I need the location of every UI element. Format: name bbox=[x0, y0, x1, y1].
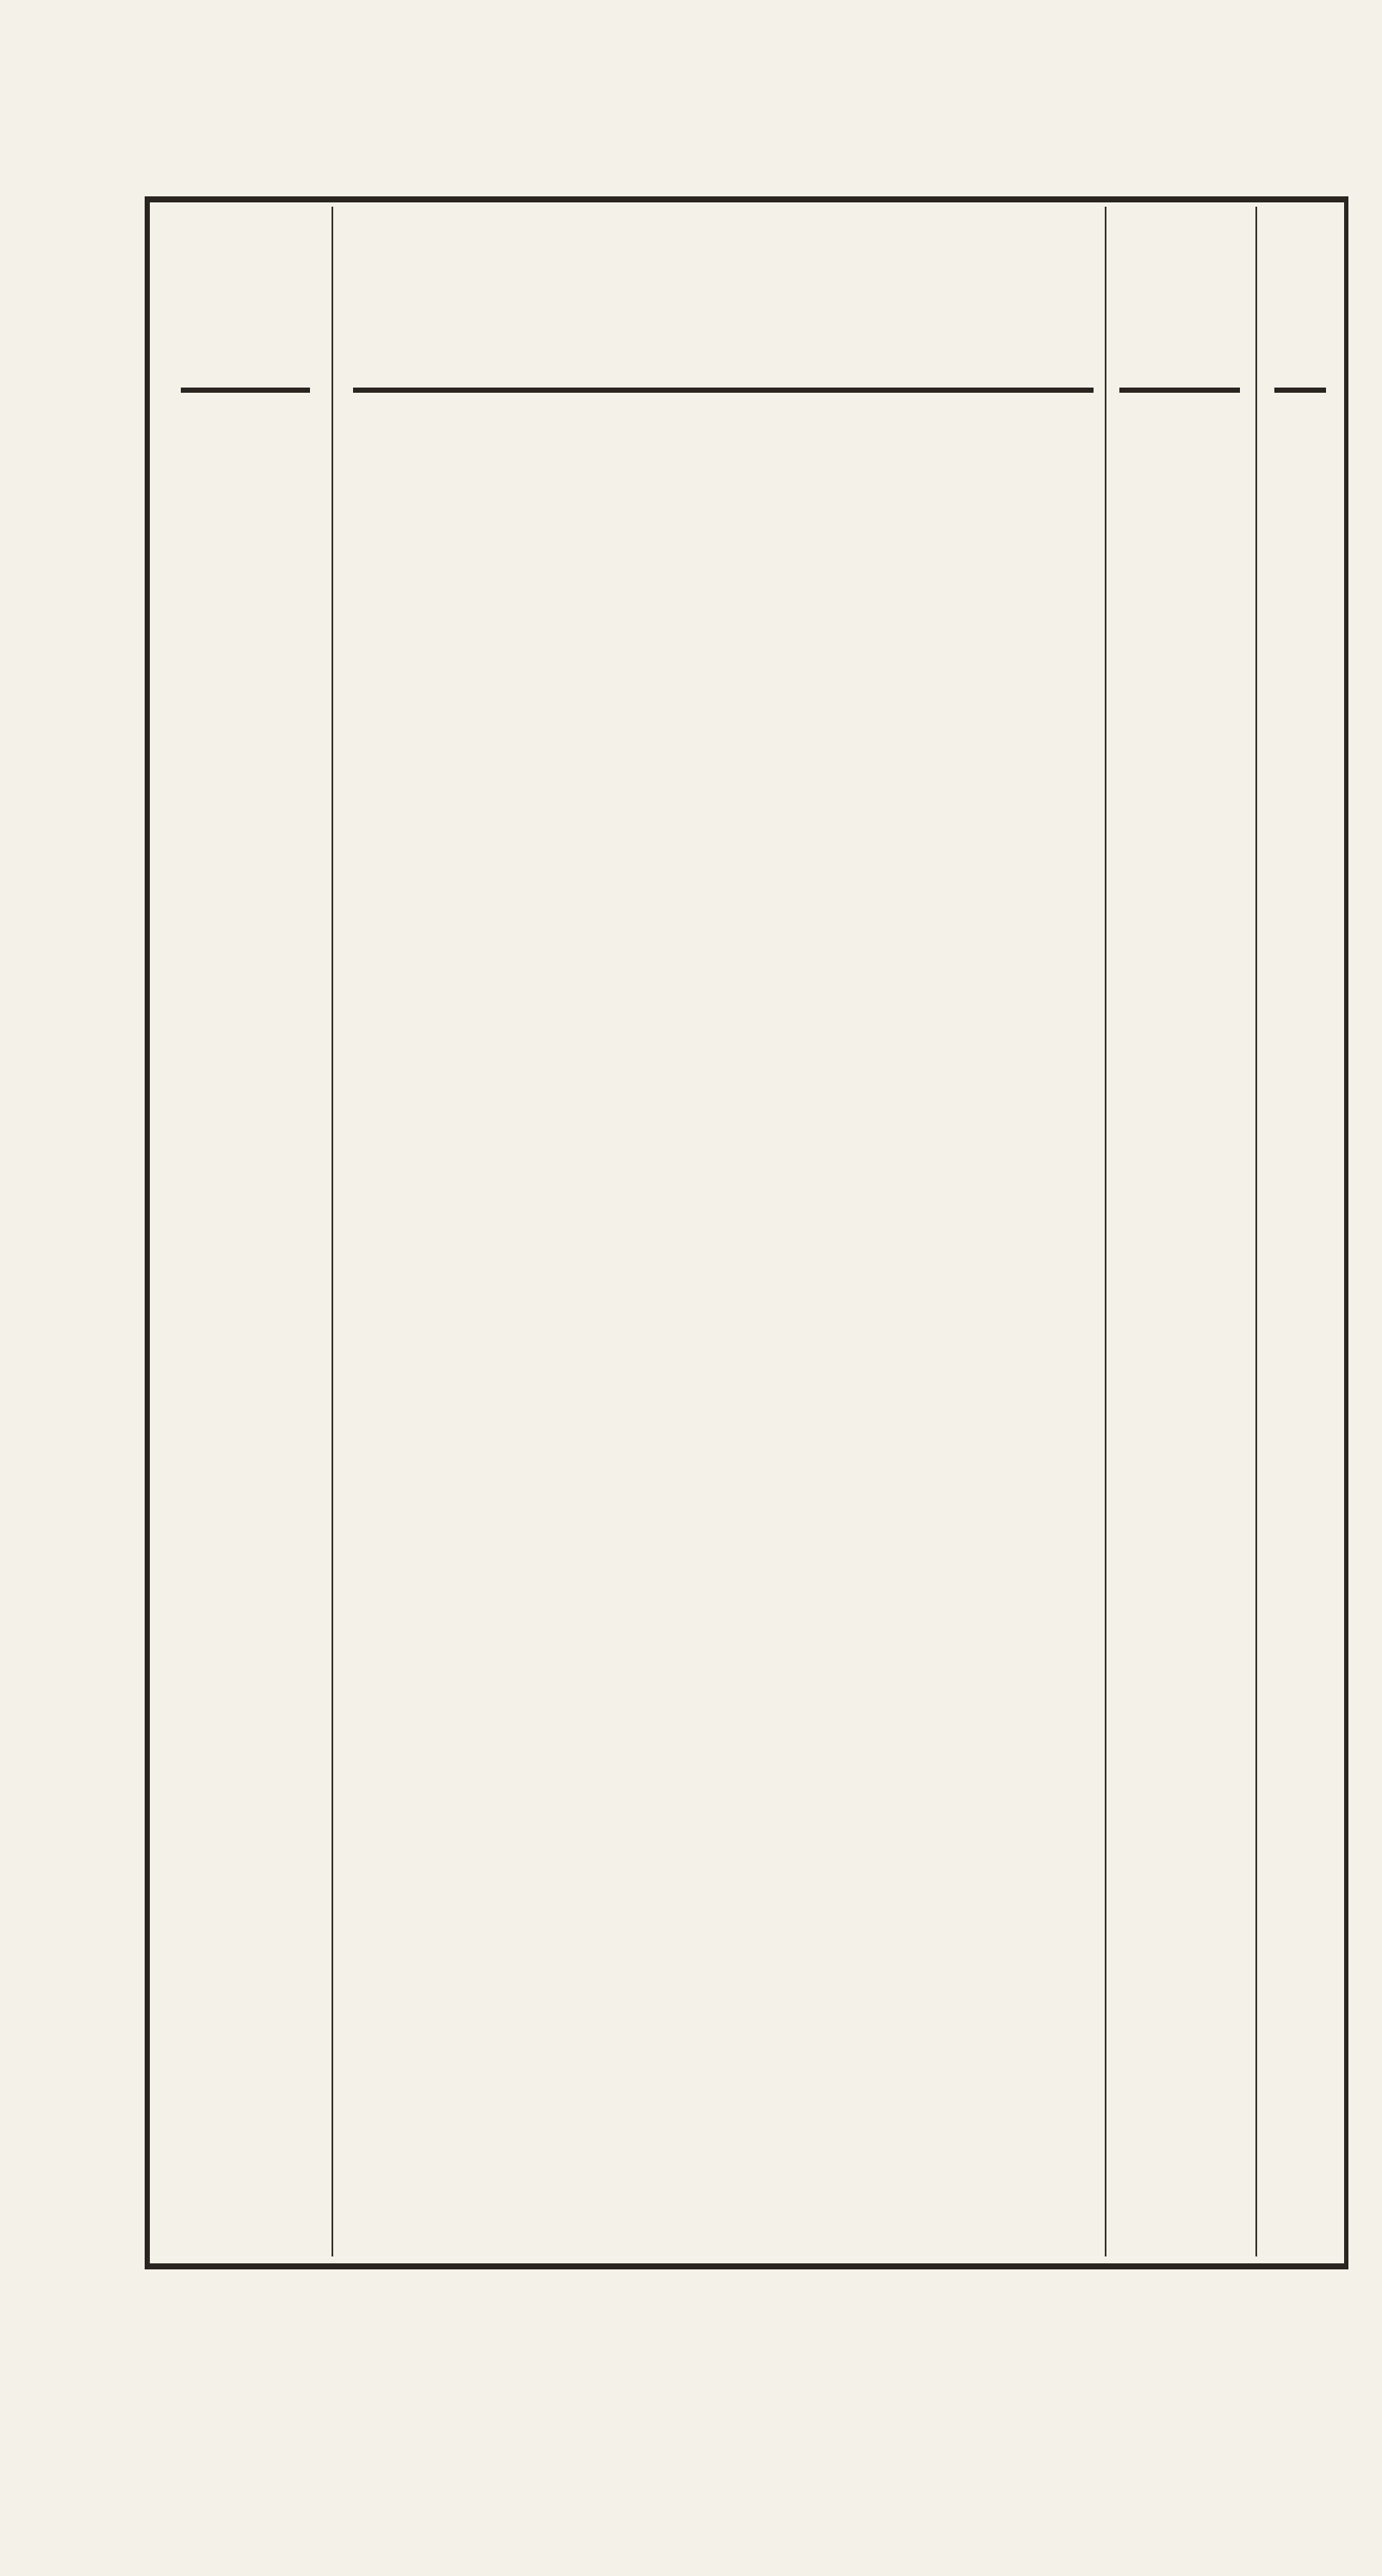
header-rule bbox=[353, 388, 1094, 393]
column-divider bbox=[1105, 207, 1106, 2256]
column-divider bbox=[1255, 207, 1257, 2256]
column-divider bbox=[332, 207, 333, 2256]
header-rule bbox=[181, 388, 310, 393]
header-rule bbox=[1274, 388, 1326, 393]
table-frame bbox=[145, 196, 1348, 2269]
header-rule bbox=[1119, 388, 1240, 393]
